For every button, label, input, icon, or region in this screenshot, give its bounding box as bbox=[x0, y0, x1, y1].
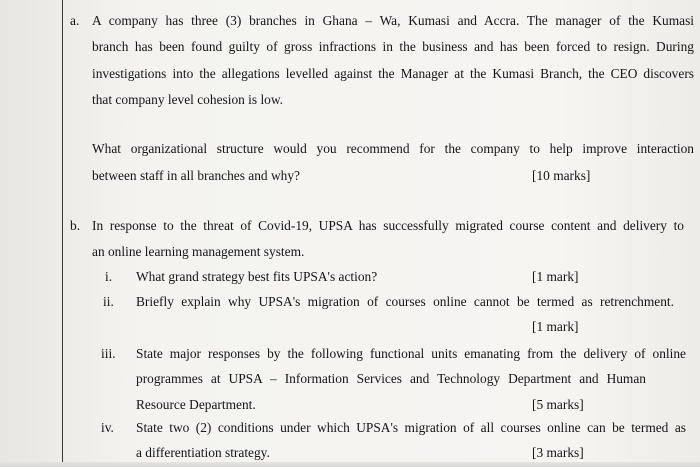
subquestion-iii-line-1: State major responses by the following functional units emanating from the delivery of online bbox=[136, 346, 686, 361]
subquestion-i-text: What grand strategy best fits UPSA's action? bbox=[136, 269, 378, 284]
page-bottom-edge bbox=[0, 462, 700, 467]
left-margin-rule bbox=[62, 0, 63, 467]
subquestion-iv-line-1: State two (2) conditions under which UPSA's migration of all courses online can be termed as bbox=[136, 420, 686, 435]
cut-off-text-fragment bbox=[98, 0, 618, 2]
subquestion-iii-number: iii. bbox=[101, 346, 116, 361]
subquestion-ii-marks: [1 mark] bbox=[532, 319, 579, 334]
question-a-line-1: A company has three (3) branches in Ghana – Wa, Kumasi and Accra. The manager of the Kumasi bbox=[92, 13, 694, 28]
subquestion-i-marks: [1 mark] bbox=[532, 269, 579, 284]
subquestion-iv-marks: [3 marks] bbox=[532, 445, 584, 460]
question-a-label: a. bbox=[70, 13, 80, 28]
question-a-prompt-line-2: between staff in all branches and why? bbox=[92, 168, 300, 183]
question-b-label: b. bbox=[70, 218, 81, 233]
subquestion-iii-line-2: programmes at UPSA – Information Services and Technology Department and Human bbox=[136, 371, 646, 386]
subquestion-ii-number: ii. bbox=[103, 294, 114, 309]
subquestion-i-number: i. bbox=[105, 269, 113, 284]
question-a-prompt-line-1: What organizational structure would you recommend for the company to help improve interaction bbox=[92, 141, 694, 156]
question-a-line-2: branch has been found guilty of gross infractions in the business and has been forced to resign. During bbox=[92, 39, 694, 54]
subquestion-iv-number: iv. bbox=[101, 420, 114, 435]
question-b-line-2: an online learning management system. bbox=[92, 244, 305, 259]
subquestion-ii-text: Briefly explain why UPSA's migration of courses online cannot be termed as retrenchment. bbox=[136, 294, 674, 309]
question-a-line-3: investigations into the allegations levelled against the Manager at the Kumasi Branch, the CEO discovers bbox=[92, 66, 694, 81]
question-a-marks: [10 marks] bbox=[532, 168, 591, 183]
question-a-line-4: that company level cohesion is low. bbox=[92, 92, 284, 107]
subquestion-iii-line-3: Resource Department. bbox=[136, 397, 256, 412]
question-b-line-1: In response to the threat of Covid-19, UPSA has successfully migrated course content and delivery to bbox=[92, 218, 684, 233]
subquestion-iv-line-2: a differentiation strategy. bbox=[136, 445, 270, 460]
subquestion-iii-marks: [5 marks] bbox=[532, 397, 584, 412]
